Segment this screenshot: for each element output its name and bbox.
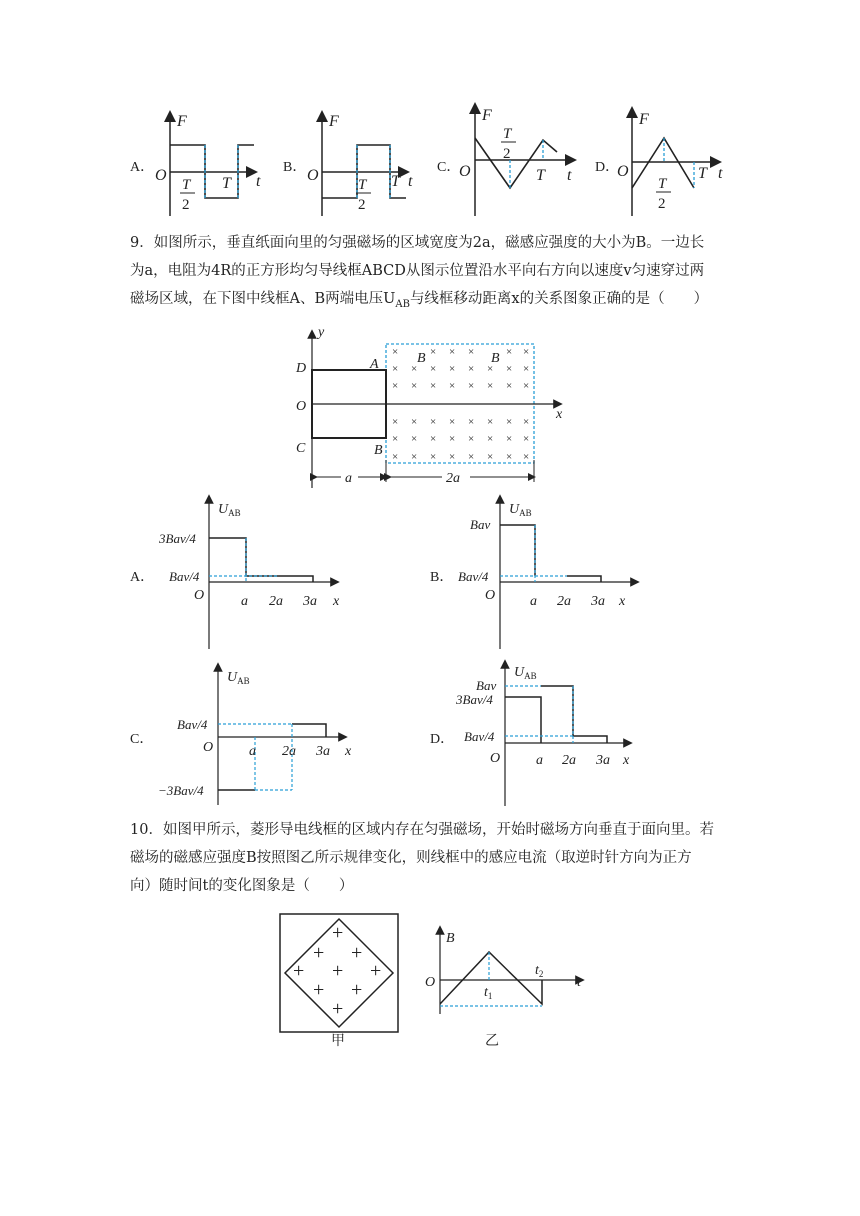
q8-option-a-label: A． — [130, 160, 155, 175]
field-plus-mark: + — [313, 979, 325, 1001]
caption-jia: 甲 — [331, 1033, 345, 1049]
origin-label: O — [296, 399, 307, 414]
corner-c: C — [296, 441, 306, 456]
field-cross-mark: × — [430, 451, 437, 463]
q9-option-d-label: D． — [430, 732, 455, 747]
field-cross-mark: × — [487, 380, 494, 392]
origin-label: O — [203, 740, 214, 755]
q8-option-c-label: C． — [437, 160, 461, 175]
q8-option-b-label: B． — [283, 160, 307, 175]
q9-graph-a — [155, 495, 355, 655]
q10-line-2: 磁场的磁感应强度B按照图乙所示规律变化，则线框中的感应电流（取逆时针方向为正方 — [130, 850, 692, 866]
field-cross-mark: × — [506, 433, 513, 445]
field-cross-mark: × — [411, 416, 418, 428]
axis-label-x: x — [345, 744, 352, 759]
level-label-1: Bav — [476, 678, 497, 693]
axis-label-b: B — [446, 931, 455, 946]
tick-3a: 3a — [591, 594, 605, 609]
field-label-2: B — [491, 351, 500, 366]
voltage-curve — [500, 525, 535, 576]
field-cross-mark: × — [430, 346, 437, 358]
field-plus-mark: + — [332, 922, 344, 944]
field-cross-mark: × — [392, 346, 399, 358]
tick-t-half-num: T — [503, 126, 512, 142]
axis-label-u: $U_{AB}$ — [514, 665, 537, 681]
axis-label-t: t — [256, 173, 261, 190]
field-cross-mark: × — [392, 451, 399, 463]
field-plus-mark: + — [332, 998, 344, 1020]
axis-label-x: x — [556, 407, 563, 422]
q9-graph-c — [155, 663, 365, 813]
field-cross-mark: × — [411, 433, 418, 445]
field-cross-mark: × — [523, 451, 530, 463]
field-plus-mark: + — [293, 960, 305, 982]
tick-t: T — [391, 173, 400, 190]
field-cross-mark: × — [506, 346, 513, 358]
level-label-3: Bav/4 — [464, 729, 495, 744]
axis-label-x: x — [619, 594, 626, 609]
field-plus-mark: + — [313, 942, 325, 964]
axis-label-f: F — [482, 107, 492, 124]
q8-graph-a — [150, 100, 270, 220]
field-cross-mark: × — [468, 416, 475, 428]
tick-t-half-den: 2 — [658, 196, 666, 212]
origin-label: O — [425, 975, 436, 990]
q8-option-d-label: D． — [595, 160, 620, 175]
tick-3a: 3a — [596, 753, 610, 768]
q9-option-a-label: A． — [130, 570, 155, 585]
q10-question — [130, 816, 740, 900]
tick-2a: 2a — [557, 594, 571, 609]
field-plus-mark: + — [351, 942, 363, 964]
caption-yi: 乙 — [485, 1033, 499, 1049]
level-label-1: Bav/4 — [177, 717, 208, 732]
q9-line-2: 为a，电阻为4R的正方形均匀导线框ABCD从图示位置沿水平向右方向以速度v匀速穿过两 — [130, 263, 705, 279]
field-cross-mark: × — [468, 346, 475, 358]
q9-graph-b — [455, 495, 655, 655]
field-cross-mark: × — [487, 416, 494, 428]
axis-label-t: t — [718, 165, 723, 182]
origin-label: O — [459, 163, 471, 180]
tick-t: T — [536, 167, 545, 184]
axis-label-t: t — [577, 975, 581, 990]
field-cross-mark: × — [411, 380, 418, 392]
field-cross-mark: × — [468, 451, 475, 463]
tick-t-half-den: 2 — [358, 197, 366, 213]
q9-question — [130, 229, 740, 319]
tick-t-half-den: 2 — [182, 197, 190, 213]
level-label-2: Bav/4 — [458, 569, 489, 584]
field-cross-mark: × — [392, 416, 399, 428]
field-cross-mark: × — [523, 416, 530, 428]
axis-label-u: $U_{AB}$ — [218, 502, 241, 518]
field-cross-mark: × — [523, 363, 530, 375]
tick-t-half-num: T — [658, 176, 667, 192]
q9-option-b-label: B． — [430, 570, 454, 585]
field-plus-mark: + — [351, 979, 363, 1001]
tick-t-half-num: T — [358, 177, 367, 193]
axis-label-x: x — [333, 594, 340, 609]
q9-option-c-label: C． — [130, 732, 154, 747]
tick-a: a — [530, 594, 537, 609]
t2-label: $t_2$ — [535, 963, 544, 979]
q8-graph-b — [302, 100, 422, 220]
field-cross-mark: × — [468, 433, 475, 445]
field-cross-mark: × — [411, 451, 418, 463]
axis-label-t: t — [408, 173, 413, 190]
field-cross-mark: × — [468, 363, 475, 375]
field-cross-mark: × — [523, 380, 530, 392]
tick-2a: 2a — [269, 594, 283, 609]
tick-a: a — [536, 753, 543, 768]
origin-label: O — [155, 167, 167, 184]
tick-2a: 2a — [562, 753, 576, 768]
origin-label: O — [307, 167, 319, 184]
q9-figure — [290, 322, 580, 492]
axis-label-x: x — [623, 753, 630, 768]
axis-label-t: t — [567, 167, 572, 184]
field-cross-mark: × — [430, 363, 437, 375]
origin-label: O — [617, 163, 629, 180]
field-cross-mark: × — [506, 380, 513, 392]
q9-line-1: 9．如图所示，垂直纸面向里的匀强磁场的区域宽度为2a，磁感应强度的大小为B。一边长 — [130, 235, 705, 251]
corner-a: A — [370, 357, 379, 372]
field-cross-mark: × — [411, 363, 418, 375]
tick-t-half-den: 2 — [503, 146, 511, 162]
q10-figure-jia — [278, 912, 403, 1037]
field-cross-mark: × — [506, 451, 513, 463]
voltage-curve — [209, 538, 279, 576]
tick-3a: 3a — [316, 744, 330, 759]
axis-label-f: F — [177, 113, 187, 130]
field-cross-mark: × — [430, 433, 437, 445]
q9-line-3: 磁场区域，在下图中线框A、B两端电压$U_{AB}$与线框移动距离x的关系图象正确的是（ ） — [130, 291, 709, 310]
q10-line-1: 10．如图甲所示，菱形导电线框的区域内存在匀强磁场，开始时磁场方向垂直于面向里。若 — [130, 822, 714, 838]
field-cross-mark: × — [468, 380, 475, 392]
field-cross-mark: × — [506, 416, 513, 428]
q9-graph-d — [452, 660, 652, 810]
axis-label-u: $U_{AB}$ — [227, 670, 250, 686]
field-cross-mark: × — [430, 416, 437, 428]
level-label-2: −3Bav/4 — [158, 783, 204, 798]
field-cross-mark: × — [487, 451, 494, 463]
field-cross-mark: × — [449, 380, 456, 392]
level-label-2: 3Bav/4 — [456, 692, 493, 707]
q8-graph-d — [612, 100, 732, 220]
tick-t: T — [698, 165, 707, 182]
origin-label: O — [485, 588, 496, 603]
tick-2a: 2a — [282, 744, 296, 759]
origin-label: O — [490, 751, 501, 766]
level-label-1: 3Bav/4 — [159, 531, 196, 546]
field-cross-mark: × — [430, 380, 437, 392]
origin-label: O — [194, 588, 205, 603]
field-cross-mark: × — [449, 416, 456, 428]
field-cross-mark: × — [487, 363, 494, 375]
tick-t: T — [222, 175, 231, 192]
tick-a: a — [249, 744, 256, 759]
field-cross-mark: × — [449, 433, 456, 445]
width-left-label: a — [345, 471, 352, 486]
axis-label-f: F — [639, 111, 649, 128]
axis-label-u: $U_{AB}$ — [509, 502, 532, 518]
tick-t-half-num: T — [182, 177, 191, 193]
field-cross-mark: × — [523, 346, 530, 358]
field-cross-mark: × — [449, 451, 456, 463]
field-cross-mark: × — [392, 433, 399, 445]
field-plus-mark: + — [332, 960, 344, 982]
tick-a: a — [241, 594, 248, 609]
corner-b: B — [374, 443, 383, 458]
field-cross-mark: × — [449, 346, 456, 358]
q10-line-3: 向）随时间t的变化图象是（ ） — [130, 878, 354, 894]
field-label-1: B — [417, 351, 426, 366]
field-cross-mark: × — [392, 380, 399, 392]
field-cross-mark: × — [523, 433, 530, 445]
tick-3a: 3a — [303, 594, 317, 609]
corner-d: D — [296, 361, 307, 376]
field-cross-mark: × — [487, 433, 494, 445]
width-right-label: 2a — [446, 471, 460, 486]
field-cross-mark: × — [392, 363, 399, 375]
axis-label-f: F — [329, 113, 339, 130]
field-plus-marks — [293, 922, 381, 1020]
level-label-1: Bav — [470, 517, 491, 532]
field-plus-mark: + — [370, 960, 382, 982]
axis-label-y: y — [318, 325, 325, 340]
q10-figure-yi — [420, 928, 590, 1018]
q8-graph-c — [455, 100, 585, 220]
t1-label: $t_1$ — [484, 985, 493, 1001]
field-cross-mark: × — [506, 363, 513, 375]
field-cross-mark: × — [449, 363, 456, 375]
level-label-2: Bav/4 — [169, 569, 200, 584]
